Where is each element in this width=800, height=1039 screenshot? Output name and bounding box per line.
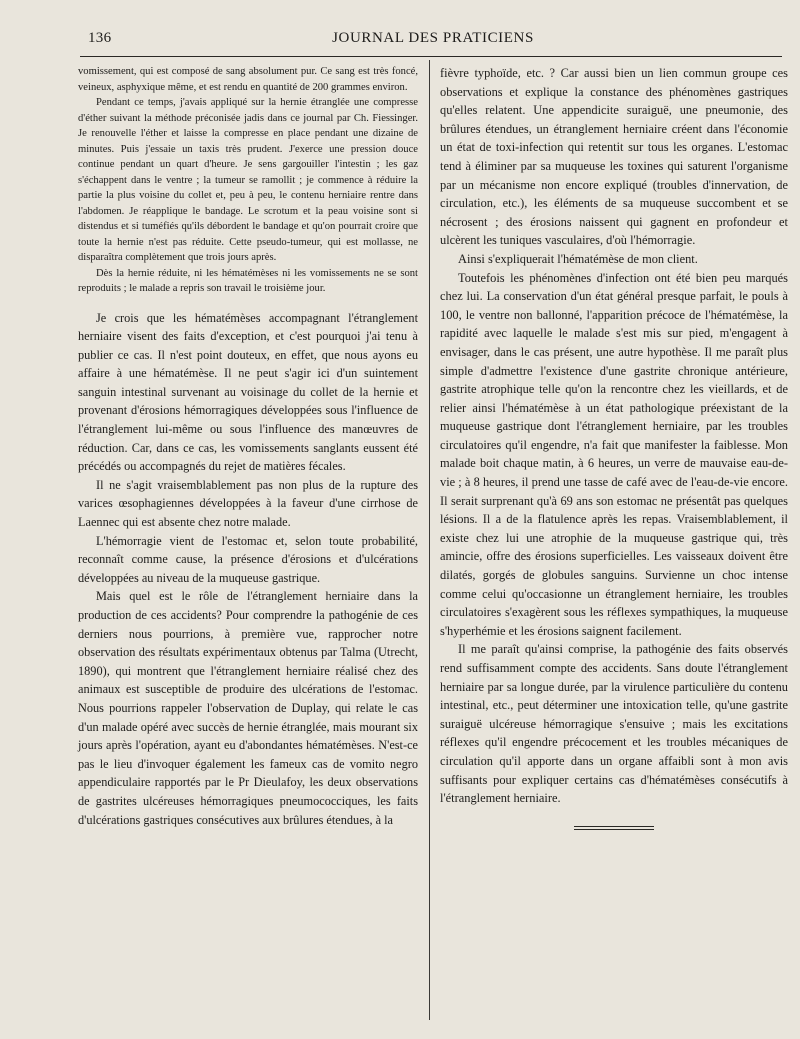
discussion-paragraph: fièvre typhoïde, etc. ? Car aussi bien un lien commun groupe ces observations et explique la constance des phénomènes gastriques qu'elles relatent. Une appendicite suraiguë, une pneumonie, des brûlures étendues, un étranglement herniaire créent dans l'économie un état de toxi-infection qui retentit sur tous les organes. L'estomac tend à éliminer par sa muqueuse les toxines qui saturent l'organisme par un mécanisme non encore expliqué (troubles d'innervation, de circulation, etc.), les éléments de sa muqueuse succombent et se nécrosent ; des érosions naissent qui gagnent en profondeur et ulcèrent les tuniques vasculaires, d'où l'hémorragie. [440,66,788,248]
discussion-block [78,309,418,830]
discussion-paragraph: Mais quel est le rôle de l'étranglement herniaire dans la production de ces accidents? Pour comprendre la pathogénie de ces derniers nous pourrions, à première vue, rapprocher notre observation des résultats expérimentaux obtenus par Talma (Utrecht, 1890), qui montrent que l'étranglement herniaire réalisé chez des animaux est susceptible de produire des ulcérations de l'estomac. Nous pourrions rappeler l'observation de Duplay, qui relate le cas d'un malade opéré avec succès de hernie étranglée, mais mourant six jours après l'opération, ayant eu d'abondantes hématémèses. N'est-ce pas le lieu d'invoquer également les fameux cas de vomito negro appendiculaire rapportés par le Pr Dieulafoy, les deux observations de gastrites ulcéreuses hémorragiques pneumococciques, les faits d'ulcérations gastriques consécutives aux brûlures étendues, à la [78,589,418,827]
case-paragraph: vomissement, qui est composé de sang absolument pur. Ce sang est très foncé, veineux, asphyxique même, et est rendu en quantité de 200 grammes environ. [78,66,418,93]
page-number: 136 [88,30,112,46]
column-divider [429,60,430,1020]
case-paragraph: Pendant ce temps, j'avais appliqué sur la hernie étranglée une compresse d'éther suivant la méthode préconisée jadis dans ce journal par Ch. Fiessinger. Je renouvelle l'éther et laisse la compresse en place pendant une dizaine de minutes. Puis j'essaie un taxis très prudent. J'exerce une pression douce continue pendant un quart d'heure. Je sens gargouiller l'intestin ; les gaz s'échappent dans le ventre ; la tumeur se ramollit ; je commence à réduire la partie la plus voisine du collet et, peu à peu, le contenu herniaire rentre dans l'abdomen. Je réapplique le bandage. Le scrotum et la peau voisine sont si distendus et si tuméfiés qu'ils débordent le bandage et qu'on pourrait croire que toute la hernie n'est pas réduite. Cette pseudo-tumeur, qui est mollasse, ne disparaîtra complètement que trois jours après. [78,97,418,263]
case-paragraph: Dès la hernie réduite, ni les hématémèses ni les vomissements ne se sont reproduits ; le malade a repris son travail le troisième jour. [78,267,418,294]
article-end-rule [574,826,654,830]
left-column [78,64,418,829]
case-report-block [78,64,418,297]
journal-title: JOURNAL DES PRATICIENS [332,30,534,46]
discussion-paragraph: Il ne s'agit vraisemblablement pas non plus de la rupture des varices œsophagiennes développées à la faveur d'une cirrhose de Laennec qui est absente chez notre malade. [78,477,418,530]
page-header [88,30,778,50]
discussion-paragraph: L'hémorragie vient de l'estomac et, selon toute probabilité, reconnaît comme cause, la présence d'érosions et d'ulcérations développées au niveau de la muqueuse gastrique. [78,533,418,585]
discussion-paragraph: Ainsi s'expliquerait l'hématémèse de mon client. [458,251,698,266]
discussion-continued-block [440,64,788,808]
discussion-paragraph: Il me paraît qu'ainsi comprise, la pathogénie des faits observés rend suffisamment compte des accidents. Sans doute l'étranglement herniaire par sa longue durée, par la virulence particulière du contenu intestinal, etc., peut déterminer une intoxication telle, qu'une gastrite suraiguë ulcéreuse hémorragique s'ensuive ; mais les excitations réflexes qu'il engendre précocement et les troubles mécaniques de circulation qu'il apporte dans un organe affaibli sont à mon avis suffisants pour expliquer certains cas d'hématémèses consécutifs à l'étranglement herniaire. [440,642,788,806]
discussion-paragraph: Je crois que les hématémèses accompagnant l'étranglement herniaire visent des faits d'exception, et c'est pourquoi j'ai tenu à publier ce cas. Il n'est point douteux, en effet, que nous ayons eu affaire à une hématémèse. Il ne peut s'agir ici d'un suintement sanguin intestinal survenant au voisinage du collet de la hernie et provenant d'érosions hémorragiques développées sous l'influence de l'étranglement lui-même ou sous l'influence des manœuvres de réduction. Car, dans ce cas, les vomissements sanglants eussent été précédés ou accompagnés du rejet de matières fécales. [78,310,418,474]
right-column [440,64,788,830]
header-rule [80,56,782,57]
discussion-paragraph: Toutefois les phénomènes d'infection ont été bien peu marqués chez lui. La conservation d'un état général presque parfait, le pouls à 100, le ventre non ballonné, l'apparition précoce de l'hématémèse, la rapidité avec laquelle le malade s'est mis sur pied, m'engagent à envisager, dans le cas présent, une autre hypothèse. Il me paraît plus simple d'admettre l'existence d'une gastrite chronique antérieure, gastrite atrophique telle qu'on la rencontre chez les vieillards, et de relier ainsi l'hématémèse à un état pathologique préexistant de la muqueuse gastrique dont l'étranglement herniaire, par les troubles circulatoires qu'il engendre, n'a fait que manifester la faiblesse. Mon malade boit chaque matin, à 6 heures, un verre de mauvaise eau-de-vie ; à 8 heures, il prend une tasse de café avec de l'eau-de-vie encore. Il serait surprenant qu'à 69 ans son estomac ne présentât pas quelques lésions. Il a de la flatulence après les repas. Vraisemblablement, il existe chez lui une atrophie de la muqueuse gastrique qui, très amincie, offre des érosions superficielles. Les vaisseaux doivent être dilatés, gorgés de globules sanguins. Survienne un choc intense comme celui qu'occasionne un étranglement herniaire, les troubles circulatoires s'exagèrent sous les réflexes sympathiques, la muqueuse s'hyperhémie et les érosions saignent facilement. [440,270,788,638]
